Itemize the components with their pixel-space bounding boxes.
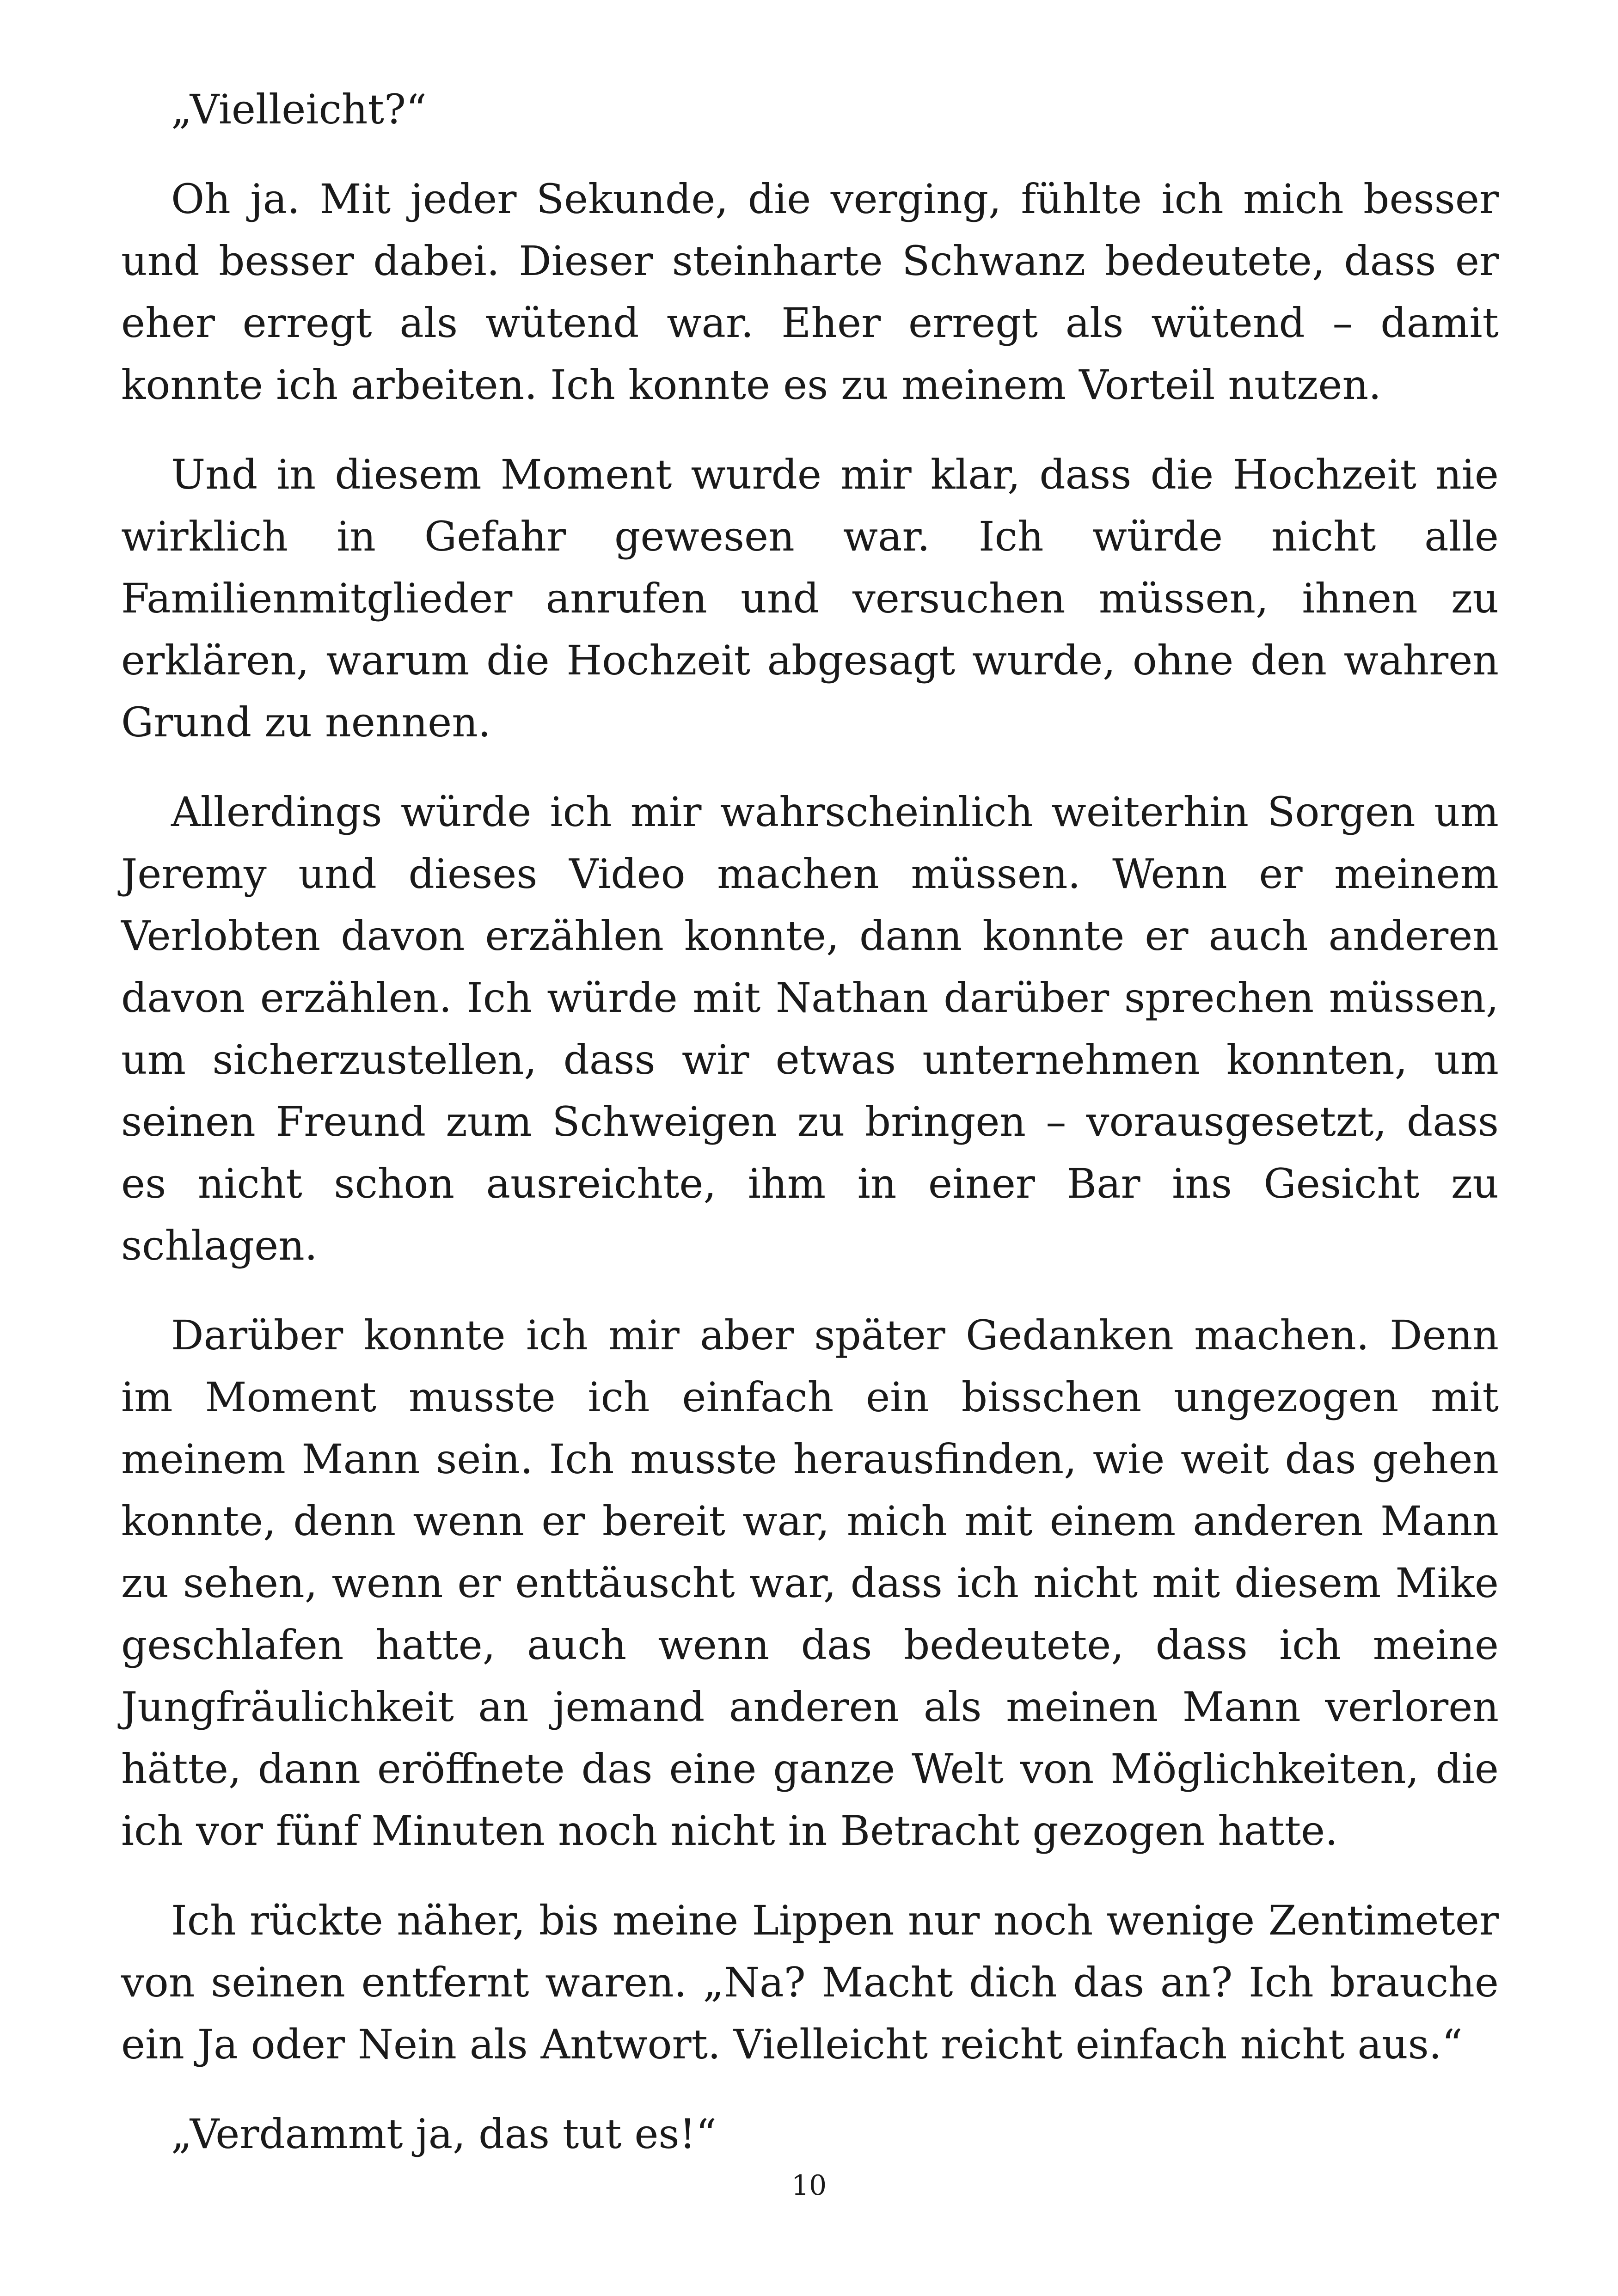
paragraph-4: Allerdings würde ich mir wahrscheinlich weiterhin Sorgen um Jeremy und dieses Video machen müssen. Wenn er meinem Verlobten davon erzählen konnte, dann konnte er auch anderen davon erzählen. Ich würde mit Nathan darüber sprechen müssen, um sicherzustellen, dass wir etwas unternehmen konnten, um seinen Freund zum Schweigen zu bringen – vorausgesetzt, dass es nicht schon ausreichte, ihm in einer Bar ins Gesicht zu schlagen. [121, 788, 1499, 1269]
paragraph-2: Oh ja. Mit jeder Sekunde, die verging, fühlte ich mich besser und besser dabei. Dieser steinharte Schwanz bedeutete, dass er eher erregt als wütend war. Eher erregt als wütend – damit konnte ich arbeiten. Ich konnte es zu meinem Vorteil nutzen. [121, 175, 1499, 409]
paragraph-3: Und in diesem Moment wurde mir klar, dass die Hochzeit nie wirklich in Gefahr gewesen war. Ich würde nicht alle Familienmitglieder anrufen und versuchen müssen, ihnen zu erklären, warum die Hochzeit abgesagt wurde, ohne den wahren Grund zu nennen. [121, 451, 1499, 746]
page-number: 10 [791, 2169, 827, 2202]
paragraph-1: „Vielleicht?“ [171, 86, 427, 133]
paragraph-7: „Verdammt ja, das tut es!“ [171, 2110, 717, 2158]
paragraph-5: Darüber konnte ich mir aber später Gedanken machen. Denn im Moment musste ich einfach ein bisschen ungezogen mit meinem Mann sein. Ich musste herausfinden, wie weit das gehen konnte, denn wenn er bereit war, mich mit einem anderen Mann zu sehen, wenn er enttäuscht war, dass ich nicht mit diesem Mike geschlafen hatte, auch wenn das bedeutete, dass ich meine Jungfräulichkeit an jemand anderen als meinen Mann verloren hätte, dann eröffnete das eine ganze Welt von Möglichkeiten, die ich vor fünf Minuten noch nicht in Betracht gezogen hatte. [121, 1311, 1499, 1855]
body-text [121, 79, 1499, 2193]
paragraph-6: Ich rückte näher, bis meine Lippen nur noch wenige Zentimeter von seinen entfernt waren. „Na? Macht dich das an? Ich brauche ein Ja oder Nein als Antwort. Vielleicht reicht einfach nicht aus.“ [121, 1897, 1499, 2068]
